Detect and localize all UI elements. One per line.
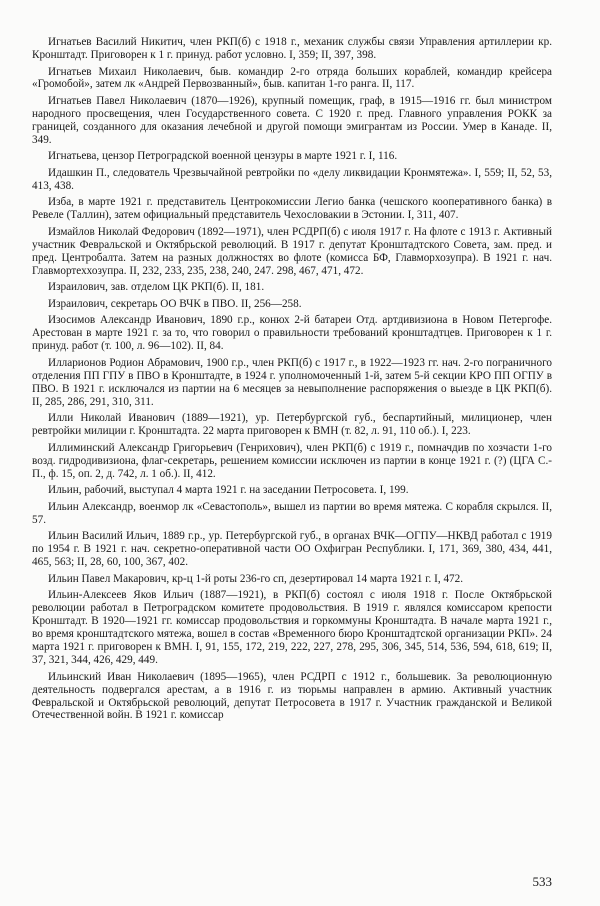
- index-entry: Игнатьев Василий Никитич, член РКП(б) с 1918 г., механик службы связи Управления артиллерии кр. Кронштадт. Приговорен к 1 г. принуд. работ условно. I, 359; II, 397, 398.: [32, 36, 552, 61]
- index-entry: Илларионов Родион Абрамович, 1900 г.р., член РКП(б) с 1917 г., в 1922—1923 гг. нач. 2-го пограничного отделения ПП ГПУ в ПВО в Кронштадте, в 1924 г. уполномоченный 1-й, затем 5-й секции КРО ПП ОГПУ в ПВО. В 1921 г. исключался из партии на 6 месяцев за невыполнение распоряжения о выезде в ЦК РКП(б). II, 285, 286, 291, 310, 311.: [32, 356, 552, 408]
- index-entry: Израилович, секретарь ОО ВЧК в ПВО. II, 256—258.: [48, 297, 302, 310]
- page-number: 533: [532, 874, 552, 889]
- index-entry: Изосимов Александр Иванович, 1890 г.р., конюх 2-й батареи Отд. артдивизиона в Новом Петергофе. Арестован в марте 1921 г. за то, что говорил о правильности требований кронштадтцев. Приговорен к 1 г. принуд. работ (т. 100, л. 96—102). II, 84.: [32, 314, 552, 353]
- index-entry: Ильинский Иван Николаевич (1895—1965), член РСДРП с 1912 г., большевик. За революционную деятельность подвергался арестам, а в 1916 г. из тюрьмы направлен в армию. Активный участник Февральской и Октябрьской революций, депутат Петросовета в 1917 г. Участник гражданской и Великой Отечественной войн. В 1921 г. комиссар: [32, 670, 552, 722]
- index-entry: Израилович, зав. отделом ЦК РКП(б). II, 181.: [48, 281, 265, 294]
- index-entry: Илли Николай Иванович (1889—1921), ур. Петербургской губ., беспартийный, милиционер, член ревтройки милиции г. Кронштадта. 22 марта приговорен к ВМН (т. 82, л. 91, 110 об.). I, 223.: [32, 412, 552, 438]
- index-entry: Игнатьев Михаил Николаевич, быв. командир 2-го отряда больших кораблей, командир крейсера «Громобой», затем лк «Андрей Первозванный», быв. капитан 1-го ранга. II, 117.: [32, 65, 552, 91]
- index-entry: Игнатьев Павел Николаевич (1870—1926), крупный помещик, граф, в 1915—1916 гг. был министром народного просвещения, член Государственного совета. С 1920 г. пред. Главного управления РОКК за границей, созданного для оказания лечебной и другой помощи эмигрантам из России. Умер в Канаде. II, 349.: [32, 95, 552, 146]
- index-entry: Ильин Василий Ильич, 1889 г.р., ур. Петербургской губ., в органах ВЧК—ОГПУ—НКВД работал с 1919 по 1954 г. В 1921 г. нач. секретно-оперативной части ОО Охфигран Республики. I, 171, 369, 380, 434, 441, 465, 563; II, 28, 60, 100, 367, 402.: [32, 530, 552, 569]
- index-entry: Изба, в марте 1921 г. представитель Центрокомиссии Легио банка (чешского кооперативного банка) в Ревеле (Таллин), затем официальный представитель Чехословакии в Эстонии. I, 311, 407.: [32, 196, 552, 222]
- index-entry: Идашкин П., следователь Чрезвычайной ревтройки по «делу ликвидации Кронмятежа». I, 559; II, 52, 53, 413, 438.: [32, 166, 552, 192]
- index-column: [32, 36, 552, 726]
- index-entry: Игнатьева, цензор Петроградской военной цензуры в марте 1921 г. I, 116.: [48, 150, 398, 163]
- index-entry: Иллиминский Александр Григорьевич (Генрихович), член РКП(б) с 1919 г., помначдив по хозчасти 1-го возд. гидродивизиона, флаг-секретарь, решением комиссии исключен из партии в конце 1921 г. (?) (ЦГА С.-П., ф. 15, оп. 2, д. 742, л. 1 об.). II, 412.: [32, 441, 552, 480]
- index-entry: Ильин Павел Макарович, кр-ц 1-й роты 236-го сп, дезертировал 14 марта 1921 г. I, 472.: [48, 572, 464, 585]
- index-entry: Ильин, рабочий, выступал 4 марта 1921 г. на заседании Петросовета. I, 199.: [48, 484, 409, 497]
- index-entry: Ильин-Алексеев Яков Ильич (1887—1921), в РКП(б) состоял с июля 1918 г. После Октябрьской революции работал в Петроградском комитете продовольствия. В 1919 г. являлся комиссаром крепости Кронштадт. В 1920—1921 гг. комиссар продовольствия и горкоммуны Кронштадта. В начале марта 1921 г., во время кронштадтского мятежа, вошел в состав «Временного бюро Кронштадтской организации РКП». 24 марта 1921 г. приговорен к ВМН. I, 91, 155, 172, 219, 222, 227, 278, 295, 306, 345, 514, 536, 594, 618, 619; II, 37, 321, 344, 426, 429, 449.: [32, 589, 552, 667]
- index-entry: Измайлов Николай Федорович (1892—1971), член РСДРП(б) с июля 1917 г. На флоте с 1913 г. Активный участник Февральской и Октябрьской революций. В 1917 г. депутат Кронштадтского Совета, зам. пред. и пред. Центробалта. Затем на разных должностях во флоте (комисса БФ, Главморхозупра). В 1921 г. нач. Главмортеххозупра. II, 232, 233, 235, 238, 240, 247. 298, 467, 471, 472.: [32, 225, 552, 277]
- index-entry: Ильин Александр, военмор лк «Севастополь», вышел из партии во время мятежа. С корабля скрылся. II, 57.: [32, 500, 552, 526]
